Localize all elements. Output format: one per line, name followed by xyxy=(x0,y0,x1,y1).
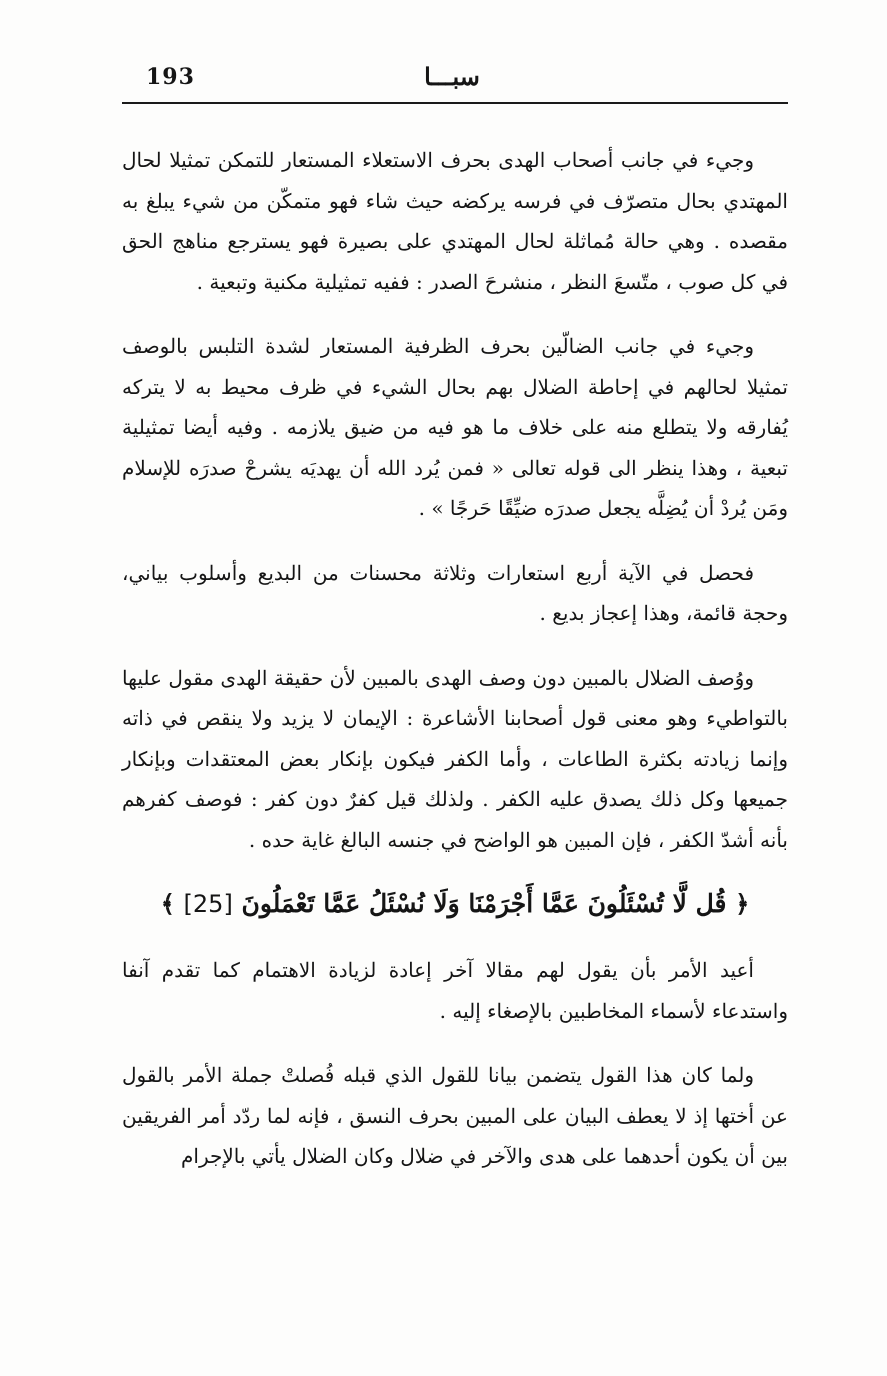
verse-text: قُل لَّا تُسْئَلُونَ عَمَّا أَجْرَمْنَا وَلَا نُسْئَلُ عَمَّا تَعْمَلُونَ xyxy=(241,889,727,918)
paragraph-rhetorical-summary: فحصل في الآية أربع استعارات وثلاثة محسنات من البديع وأسلوب بياني، وحجة قائمة، وهذا إعجاز بديع . xyxy=(122,560,788,625)
page-header xyxy=(122,58,788,104)
page-number: 193 xyxy=(146,64,195,90)
paragraph-repeated-command: أعيد الأمر بأن يقول لهم مقالا آخر إعادة لزيادة الاهتمام كما تقدم آنفا واستدعاء لأسماء المخاطبين بالإصغاء إليه . xyxy=(122,958,788,1023)
paragraph-manifest-misguidance: ووُصف الضلال بالمبين دون وصف الهدى بالمبين لأن حقيقة الهدى مقول عليها بالتواطيء وهو معنى قول أصحابنا الأشاعرة : الإيمان لا يزيد ولا ينقص في ذاته وإنما زيادته بكثرة الطاعات ، وأما الكفر فيكون بإنكار بعض المعتقدات وبإنكار جميعها وكل ذلك يصدق عليه الكفر . ولذلك قيل كفرٌ دون كفر : فوصف كفرهم بأنه أشدّ الكفر ، فإن المبين هو الواضح في جنسه البالغ غاية حده . xyxy=(122,665,788,852)
paragraph-guidance-metaphor: وجيء في جانب أصحاب الهدى بحرف الاستعلاء المستعار للتمكن تمثيلا لحال المهتدي بحال متصرّف في فرسه يركضه حيث شاء فهو متمكّن من شيء يبلغ به مقصده . وهي حالة مُماثلة لحال المهتدي على بصيرة فهو يسترجع مناهج الحق في كل صوب ، متّسعَ النظر ، منشرحَ الصدر : ففيه تمثيلية مكنية وتبعية . xyxy=(122,148,788,294)
running-title: سبـــا xyxy=(424,62,480,91)
paragraph-explanation: ولما كان هذا القول يتضمن بيانا للقول الذي قبله فُصلتْ جملة الأمر بالقول عن أختها إذ لا يعطف البيان على المبين بحرف النسق ، فإنه لما ردّد أمر الفريقين بين أن يكون أحدهما على هدى والآخر في ضلال وكان الضلال يأتي بالإجرام xyxy=(122,1063,788,1168)
verse-open-bracket: ﴿ xyxy=(735,889,750,918)
paragraph-misguidance-metaphor: وجيء في جانب الضالّين بحرف الظرفية المستعار لشدة التلبس بالوصف تمثيلا لحالهم في إحاطة الضلال بهم بحال الشيء في ظرف محيط به لا يتركه يُفارقه ولا يتطلع منه على خلاف ما هو فيه من ضيق يلازمه . وفيه أيضا تمثيلية تبعية ، وهذا ينظر الى قوله تعالى « فمن يُرد الله أن يهديَه يشرحْ صدرَه للإسلام ومَن يُردْ أن يُضِلَّه يجعل صدرَه ضيِّقًا حَرجًا » . xyxy=(122,334,788,520)
verse-number: [25] xyxy=(183,890,233,918)
quran-verse xyxy=(122,884,788,924)
verse-close-bracket: ﴾ xyxy=(160,889,175,918)
header-rule xyxy=(122,102,788,104)
body-text xyxy=(122,140,788,1201)
